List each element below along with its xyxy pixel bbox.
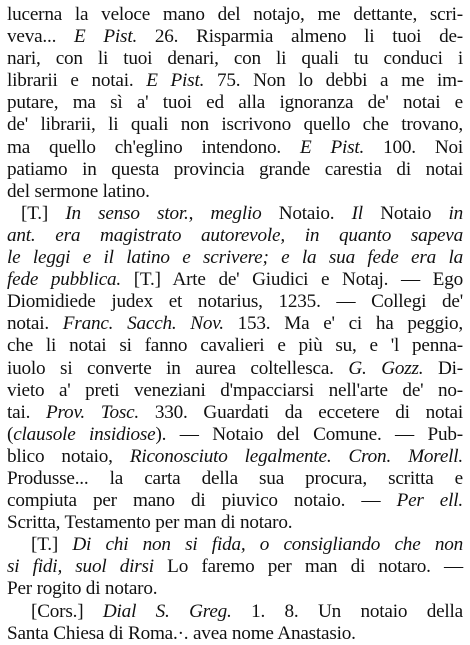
text-segment: de' librarii, li quali non iscrivono quello che trovano, [7,114,463,136]
italic-text-segment: Riconosciuto legalmente. Cron. Morell. [129,445,464,467]
text-line [7,269,463,291]
text-segment: lucerna la veloce mano del notajo, me dettante, scri- [7,4,463,25]
text-segment: 330. Guardati da eccetere di notai [139,401,463,423]
text-segment: 1. 8. Un notaio della [231,600,463,622]
text-segment: Diomidiede judex et notarius, 1235. — Collegi de' [7,291,463,313]
text-line [7,578,463,600]
text-line [7,70,463,92]
text-segment: ma quello ch'eglino intendono. [7,136,300,158]
text-segment: Lo faremo per man di notaro. — [153,556,463,578]
italic-text-segment: E Pist. [74,26,138,48]
italic-text-segment: si fidi, suol dirsi [7,556,154,578]
italic-text-segment: Per ell. [396,490,463,512]
text-line [7,490,463,512]
text-line [7,468,463,490]
text-segment: Per rogito di notaro. [7,578,158,600]
text-line [7,92,463,114]
text-segment: veva... [7,26,75,48]
text-segment: Santa Chiesa di Roma.·. avea nome Anastasio. [7,622,356,644]
text-line [7,380,463,402]
text-line [7,137,463,159]
text-segment: Di- [423,357,463,379]
text-segment: iuolo si converte in aurea coltellesca. [7,357,349,379]
dictionary-entry-text [7,4,463,645]
text-segment: [T.] [31,534,73,556]
text-line [7,534,463,556]
text-segment: [T.] [21,202,66,224]
italic-text-segment: clausole insidiose [13,423,156,445]
italic-text-segment: meglio [210,202,262,224]
text-segment: Produsse... la carta della sua procura, scritta e [7,467,463,489]
text-segment: 153. Ma e' ci ha peggio, [223,313,463,335]
italic-text-segment: Dial S. Greg. [102,600,232,622]
text-segment: compiuta per mano di piuvico notaio. — [7,490,397,512]
text-segment: , [188,202,211,224]
text-segment: che li notai si fanno cavalieri e più su, e 'l penna- [7,335,463,357]
text-segment: notai. [7,313,63,335]
italic-text-segment: le leggi e il latino e scrivere; e la sua fede era la [7,247,463,269]
text-line [7,358,463,380]
text-segment: ). — Notaio del Comune. — Pub- [155,423,463,445]
text-line [7,556,463,578]
text-line [7,313,463,335]
text-line [7,114,463,136]
italic-text-segment: in [448,202,463,224]
text-line [7,247,463,269]
text-segment: librarii e notai. [7,70,147,92]
text-segment: Notaio. [261,202,352,224]
italic-text-segment: ant. era magistrato autorevole, in quanto sapeva [7,224,463,246]
italic-text-segment: Di chi non si fida, o consigliando che non [72,534,464,556]
text-segment: 100. Noi [364,136,463,158]
text-segment: del sermone latino. [7,180,150,202]
text-line [7,512,463,534]
text-segment: tai. [7,401,46,423]
italic-text-segment: E Pist. [146,70,205,92]
text-line [7,446,463,468]
italic-text-segment: In senso stor. [65,202,189,224]
text-segment: [Cors.] [31,600,103,622]
italic-text-segment: E Pist. [299,136,365,158]
text-segment: vieto a' preti veneziani d'mpacciarsi nell'arte de' no- [7,379,463,401]
text-segment: [T.] Arte de' Giudici e Notaj. — Ego [121,269,463,291]
text-segment: putare, ma sì a' tuoi ed alla ignoranza de' notai e [7,92,463,114]
text-segment: 26. Risparmia almeno li tuoi de- [137,26,463,48]
text-segment: blico notaio, [7,445,130,467]
text-segment: Notaio [362,202,449,224]
text-line [7,402,463,424]
text-line [7,159,463,181]
text-line [7,291,463,313]
text-line [7,601,463,623]
italic-text-segment: Il [351,202,363,224]
text-line [7,335,463,357]
text-line [7,4,463,26]
text-segment: Scritta, Testamento per man di notaro. [7,512,293,534]
text-line [7,203,463,225]
text-segment: ( [7,423,14,445]
italic-text-segment: Franc. Sacch. Nov. [62,313,224,335]
italic-text-segment: fede pubblica. [7,269,122,291]
text-line [7,623,463,645]
text-line [7,48,463,70]
text-segment: 75. Non lo debbi a me im- [204,70,464,92]
italic-text-segment: G. Gozz. [348,357,424,379]
text-line [7,181,463,203]
text-segment: nari, con li tuoi denari, con li quali tu conduci i [7,48,463,70]
text-segment: patiamo in questa provincia grande carestia di notai [7,158,463,180]
text-line [7,424,463,446]
text-line [7,225,463,247]
italic-text-segment: Prov. Tosc. [45,401,140,423]
text-line [7,26,463,48]
